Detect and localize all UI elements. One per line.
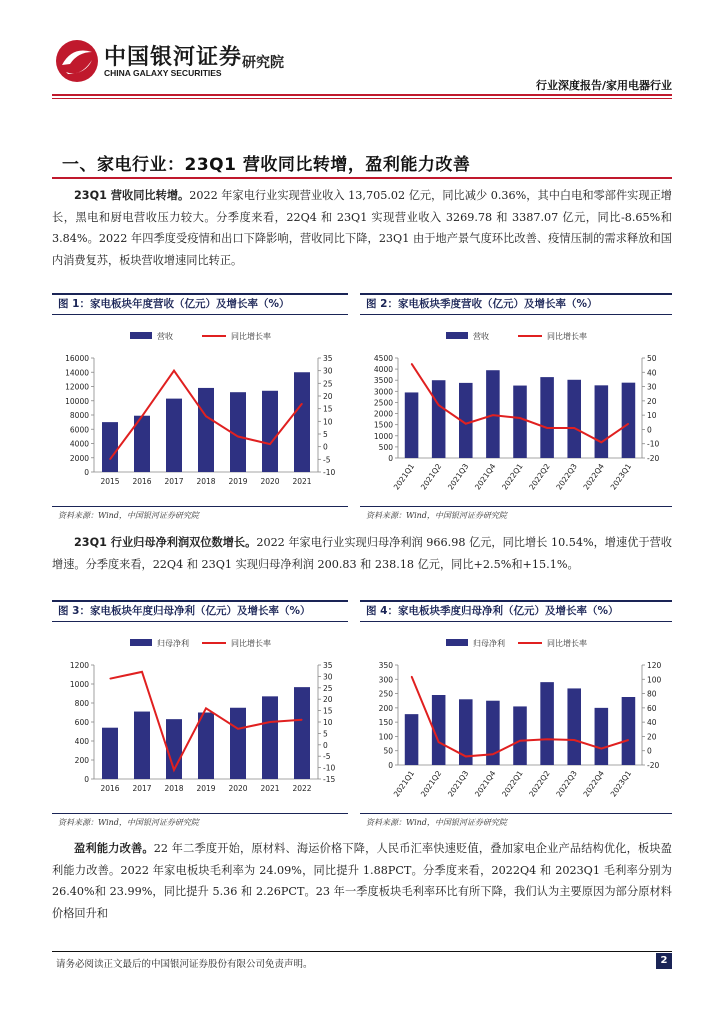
y-tick-label: 150 (378, 718, 393, 728)
x-tick-label: 2021Q1 (391, 768, 417, 799)
chart-annual-revenue (52, 320, 348, 505)
x-tick-label: 2017 (132, 784, 152, 793)
y2-tick-label: 0 (323, 740, 328, 750)
paragraph-revenue-lead: 23Q1 营收同比转增。 (74, 189, 190, 202)
growth-point (205, 416, 206, 417)
y-tick-label: 12000 (65, 382, 89, 392)
x-tick-label: 2016 (100, 784, 120, 793)
y2-tick-label: 35 (323, 661, 333, 670)
chart-quarterly-profit (360, 627, 672, 812)
figure-3-title: 图 3：家电板块年度归母净利（亿元）及增长率（%） (58, 605, 311, 617)
figure-rule (52, 506, 348, 507)
y2-tick-label: 15 (323, 404, 333, 414)
legend-label: 营收 (157, 332, 173, 341)
x-tick-label: 2021 (260, 784, 280, 793)
growth-point (301, 403, 302, 404)
bar (595, 385, 609, 458)
growth-point (411, 363, 412, 364)
x-tick-label: 2015 (100, 477, 120, 486)
y2-tick-label: -5 (323, 752, 331, 762)
chart-quarterly-revenue (360, 320, 672, 505)
paragraph-margin-lead: 盈利能力改善。 (74, 842, 154, 855)
y2-tick-label: -20 (647, 761, 660, 770)
figure-2-title: 图 2：家电板块季度营收（亿元）及增长率（%） (366, 298, 598, 310)
y2-tick-label: 15 (323, 706, 333, 716)
growth-point (269, 721, 270, 722)
bar (540, 377, 554, 458)
legend-label: 归母净利 (157, 639, 189, 648)
x-tick-label: 2021Q3 (445, 461, 471, 492)
x-tick-label: 2021Q2 (418, 768, 444, 799)
y2-tick-label: 0 (647, 425, 652, 435)
x-tick-label: 2022Q1 (500, 461, 525, 492)
bar (262, 696, 278, 779)
growth-point (547, 739, 548, 740)
figure-rule (52, 813, 348, 814)
y2-tick-label: 30 (323, 366, 333, 376)
y-tick-label: 300 (378, 675, 393, 685)
legend-bar-swatch (446, 332, 468, 339)
x-tick-label: 2022Q3 (554, 768, 579, 799)
y-tick-label: 50 (383, 746, 393, 756)
growth-point (109, 459, 110, 460)
y-tick-label: 0 (388, 761, 393, 770)
figure-rule (52, 293, 348, 295)
growth-point (628, 739, 629, 740)
figure-2-source: 资料来源：Wind，中国银河证券研究院 (366, 511, 507, 520)
y2-tick-label: 10 (323, 718, 333, 727)
bar (513, 706, 527, 765)
figure-rule (360, 293, 672, 295)
paragraph-profit-body: 2022 年家电行业实现归母净利润 966.98 亿元，同比增长 10.54%，增速优于营收增速。分季度来看，22Q4 和 23Q1 实现归母净利润 200.83 和 238.18 亿元，同比+2.5%和+15.1%。 (52, 536, 672, 571)
figure-rule (360, 813, 672, 814)
figure-rule (360, 621, 672, 622)
y-tick-label: 500 (378, 442, 393, 452)
legend-label: 营收 (473, 332, 489, 341)
bar (486, 370, 500, 458)
bar (567, 688, 581, 765)
y-tick-label: 8000 (69, 411, 89, 420)
x-tick-label: 2020 (228, 784, 248, 793)
y2-tick-label: 120 (647, 661, 662, 670)
paragraph-profit (52, 532, 672, 575)
growth-point (411, 676, 412, 677)
y-tick-label: 3000 (373, 387, 393, 397)
y-tick-label: 0 (388, 454, 393, 463)
y2-tick-label: 10 (323, 417, 333, 427)
paragraph-revenue (52, 185, 672, 271)
bar (513, 386, 527, 458)
figure-rule (52, 314, 348, 315)
y2-tick-label: 35 (323, 354, 333, 363)
x-tick-label: 2021Q1 (391, 461, 417, 492)
y-tick-label: 1200 (69, 661, 89, 670)
figure-rule (360, 314, 672, 315)
growth-point (601, 442, 602, 443)
y-tick-label: 250 (378, 689, 393, 699)
legend-bar-swatch (130, 639, 152, 646)
y2-tick-label: -10 (647, 439, 660, 449)
y-tick-label: 2000 (373, 409, 393, 419)
section-title: 一、家电行业：23Q1 营收同比转增，盈利能力改善 (62, 155, 471, 175)
growth-point (465, 756, 466, 757)
page-number: 2 (656, 953, 672, 969)
figure-rule (52, 600, 348, 602)
y2-tick-label: -20 (647, 454, 660, 463)
y2-tick-label: 60 (647, 703, 657, 713)
bar (198, 713, 214, 780)
growth-point (205, 708, 206, 709)
figure-rule (52, 621, 348, 622)
growth-point (492, 415, 493, 416)
y-tick-label: 800 (74, 699, 89, 708)
footer-divider (52, 951, 672, 952)
growth-point (574, 427, 575, 428)
bar (405, 714, 419, 765)
y2-tick-label: 100 (647, 675, 662, 685)
x-tick-label: 2021Q4 (473, 768, 498, 799)
figure-4-title: 图 4：家电板块季度归母净利（亿元）及增长率（%） (366, 605, 619, 617)
y-tick-label: 350 (378, 661, 393, 670)
bar (567, 380, 581, 458)
x-tick-label: 2018 (164, 784, 184, 793)
growth-point (237, 436, 238, 437)
paragraph-margin (52, 838, 672, 924)
y2-tick-label: 20 (647, 396, 657, 406)
growth-point (438, 405, 439, 406)
x-tick-label: 2023Q1 (608, 768, 634, 799)
legend-bar-swatch (130, 332, 152, 339)
bar (166, 399, 182, 472)
bar (198, 388, 214, 472)
y-tick-label: 3500 (373, 376, 393, 386)
x-tick-label: 2019 (228, 477, 248, 486)
growth-point (173, 370, 174, 371)
bar (622, 383, 636, 458)
y-tick-label: 16000 (65, 354, 89, 363)
y-tick-label: 1500 (373, 420, 393, 430)
y-tick-label: 4000 (373, 365, 393, 375)
y-tick-label: 14000 (65, 368, 89, 378)
legend-label: 同比增长率 (547, 332, 587, 341)
y2-tick-label: -10 (323, 763, 336, 773)
y-tick-label: 4000 (69, 439, 89, 449)
y-tick-label: 6000 (69, 425, 89, 435)
growth-point (492, 754, 493, 755)
growth-point (628, 423, 629, 424)
y-tick-label: 400 (74, 737, 89, 746)
x-tick-label: 2022Q2 (527, 768, 552, 799)
growth-point (601, 748, 602, 749)
bar (102, 422, 118, 472)
figure-1-source: 资料来源：Wind，中国银河证券研究院 (58, 511, 199, 520)
y2-tick-label: 50 (647, 354, 657, 363)
growth-point (141, 416, 142, 417)
y2-tick-label: 25 (323, 683, 333, 693)
y-tick-label: 100 (378, 732, 393, 742)
y2-tick-label: 30 (323, 672, 333, 682)
y2-tick-label: -10 (323, 468, 336, 477)
y2-tick-label: 0 (647, 746, 652, 756)
x-tick-label: 2018 (196, 477, 216, 486)
legend-bar-swatch (446, 639, 468, 646)
y-tick-label: 2500 (373, 398, 393, 408)
y2-tick-label: 20 (323, 695, 333, 705)
y2-tick-label: 30 (647, 382, 657, 392)
institute-label: 研究院 (242, 55, 284, 71)
bar (262, 391, 278, 472)
x-tick-label: 2022Q4 (581, 461, 606, 492)
header-divider-thin (52, 98, 672, 99)
bar (294, 372, 310, 472)
x-tick-label: 2020 (260, 477, 280, 486)
brand-name-cn: 中国银河证券 (104, 45, 243, 70)
y2-tick-label: -15 (323, 775, 336, 784)
x-tick-label: 2022Q2 (527, 461, 552, 492)
x-tick-label: 2021Q4 (473, 461, 498, 492)
section-divider (52, 177, 672, 179)
x-tick-label: 2022Q1 (500, 768, 525, 799)
x-tick-label: 2022Q3 (554, 461, 579, 492)
bar (432, 380, 446, 458)
x-tick-label: 2016 (132, 477, 152, 486)
paragraph-revenue-body: 2022 年家电行业实现营业收入 13,705.02 亿元，同比减少 0.36%，其中白电和零部件实现正增长，黑电和厨电营收压力较大。分季度来看，22Q4 和 23Q1 实现营业收入 3269.78 和 3387.07 亿元，同比-8.65%和 3.84%。2022 年四季度受疫情和出口下降影响，营收同比下降，23Q1 由于地产景气度环比改善、疫情压制的需求释放和国内消费复苏，板块营收增速同比转正。 (52, 189, 672, 267)
bar (405, 392, 419, 458)
y2-tick-label: 40 (647, 368, 657, 378)
x-tick-label: 2021 (292, 477, 312, 486)
growth-point (547, 427, 548, 428)
figure-rule (360, 506, 672, 507)
y2-tick-label: -5 (323, 455, 331, 465)
y-tick-label: 2000 (69, 453, 89, 463)
growth-point (237, 728, 238, 729)
y2-tick-label: 5 (323, 430, 328, 439)
y-tick-label: 0 (84, 468, 89, 477)
y-tick-label: 600 (74, 718, 89, 727)
y-tick-label: 1000 (373, 431, 393, 441)
figure-4-source: 资料来源：Wind，中国银河证券研究院 (366, 818, 507, 827)
y-tick-label: 200 (378, 703, 393, 713)
paragraph-margin-body: 22 年二季度开始，原材料、海运价格下降，人民币汇率快速贬值，叠加家电企业产品结构优化，板块盈利能力改善。2022 年家电板块毛利率为 24.09%，同比提升 1.88PCT。分季度来看，2022Q4 和 2023Q1 毛利率分别为 26.40%和 23.99%，同比提升 5.36 和 2.26PCT。23 年一季度板块毛利率环比有所下降，我们认为主要原因为部分原材料价格回升和 (52, 842, 672, 920)
bar (540, 682, 554, 765)
growth-point (574, 739, 575, 740)
bar (595, 708, 609, 765)
x-tick-label: 2021Q2 (418, 461, 444, 492)
legend-label: 同比增长率 (547, 639, 587, 648)
y-tick-label: 1000 (69, 680, 89, 689)
chart-annual-profit (52, 627, 348, 812)
y-tick-label: 0 (84, 775, 89, 784)
bar (622, 697, 636, 765)
growth-point (465, 423, 466, 424)
bar (134, 712, 150, 779)
y2-tick-label: 40 (647, 718, 657, 728)
report-type: 行业深度报告/家用电器行业 (535, 79, 672, 92)
growth-point (109, 678, 110, 679)
growth-point (519, 740, 520, 741)
y2-tick-label: 20 (323, 392, 333, 401)
figure-rule (360, 600, 672, 602)
figure-3-source: 资料来源：Wind，中国银河证券研究院 (58, 818, 199, 827)
brand-name-en: CHINA GALAXY SECURITIES (104, 68, 222, 78)
y2-tick-label: 0 (323, 442, 328, 452)
x-tick-label: 2019 (196, 784, 216, 793)
y-tick-label: 10000 (65, 396, 89, 406)
growth-point (301, 719, 302, 720)
legend-label: 同比增长率 (231, 639, 271, 648)
footer-disclaimer: 请务必阅读正文最后的中国银河证券股份有限公司免责声明。 (56, 959, 313, 970)
header-divider (52, 94, 672, 96)
y2-tick-label: 10 (647, 411, 657, 421)
x-tick-label: 2023Q1 (608, 461, 634, 492)
x-tick-label: 2017 (164, 477, 184, 486)
company-logo-icon (54, 38, 100, 84)
bar (230, 708, 246, 779)
bar (102, 728, 118, 779)
growth-point (519, 417, 520, 418)
y2-tick-label: 5 (323, 729, 328, 739)
growth-point (269, 444, 270, 445)
x-tick-label: 2021Q3 (445, 768, 471, 799)
paragraph-profit-lead: 23Q1 行业归母净利润双位数增长。 (74, 536, 257, 549)
x-tick-label: 2022 (292, 784, 312, 793)
y2-tick-label: 25 (323, 379, 333, 389)
legend-label: 归母净利 (473, 639, 505, 648)
growth-point (141, 671, 142, 672)
growth-point (438, 742, 439, 743)
bar (294, 687, 310, 779)
x-tick-label: 2022Q4 (581, 768, 606, 799)
y2-tick-label: 80 (647, 689, 657, 699)
growth-point (173, 769, 174, 770)
legend-label: 同比增长率 (231, 332, 271, 341)
y-tick-label: 4500 (373, 354, 393, 363)
y2-tick-label: 20 (647, 732, 657, 742)
y-tick-label: 200 (74, 756, 89, 765)
figure-1-title: 图 1：家电板块年度营收（亿元）及增长率（%） (58, 298, 290, 310)
